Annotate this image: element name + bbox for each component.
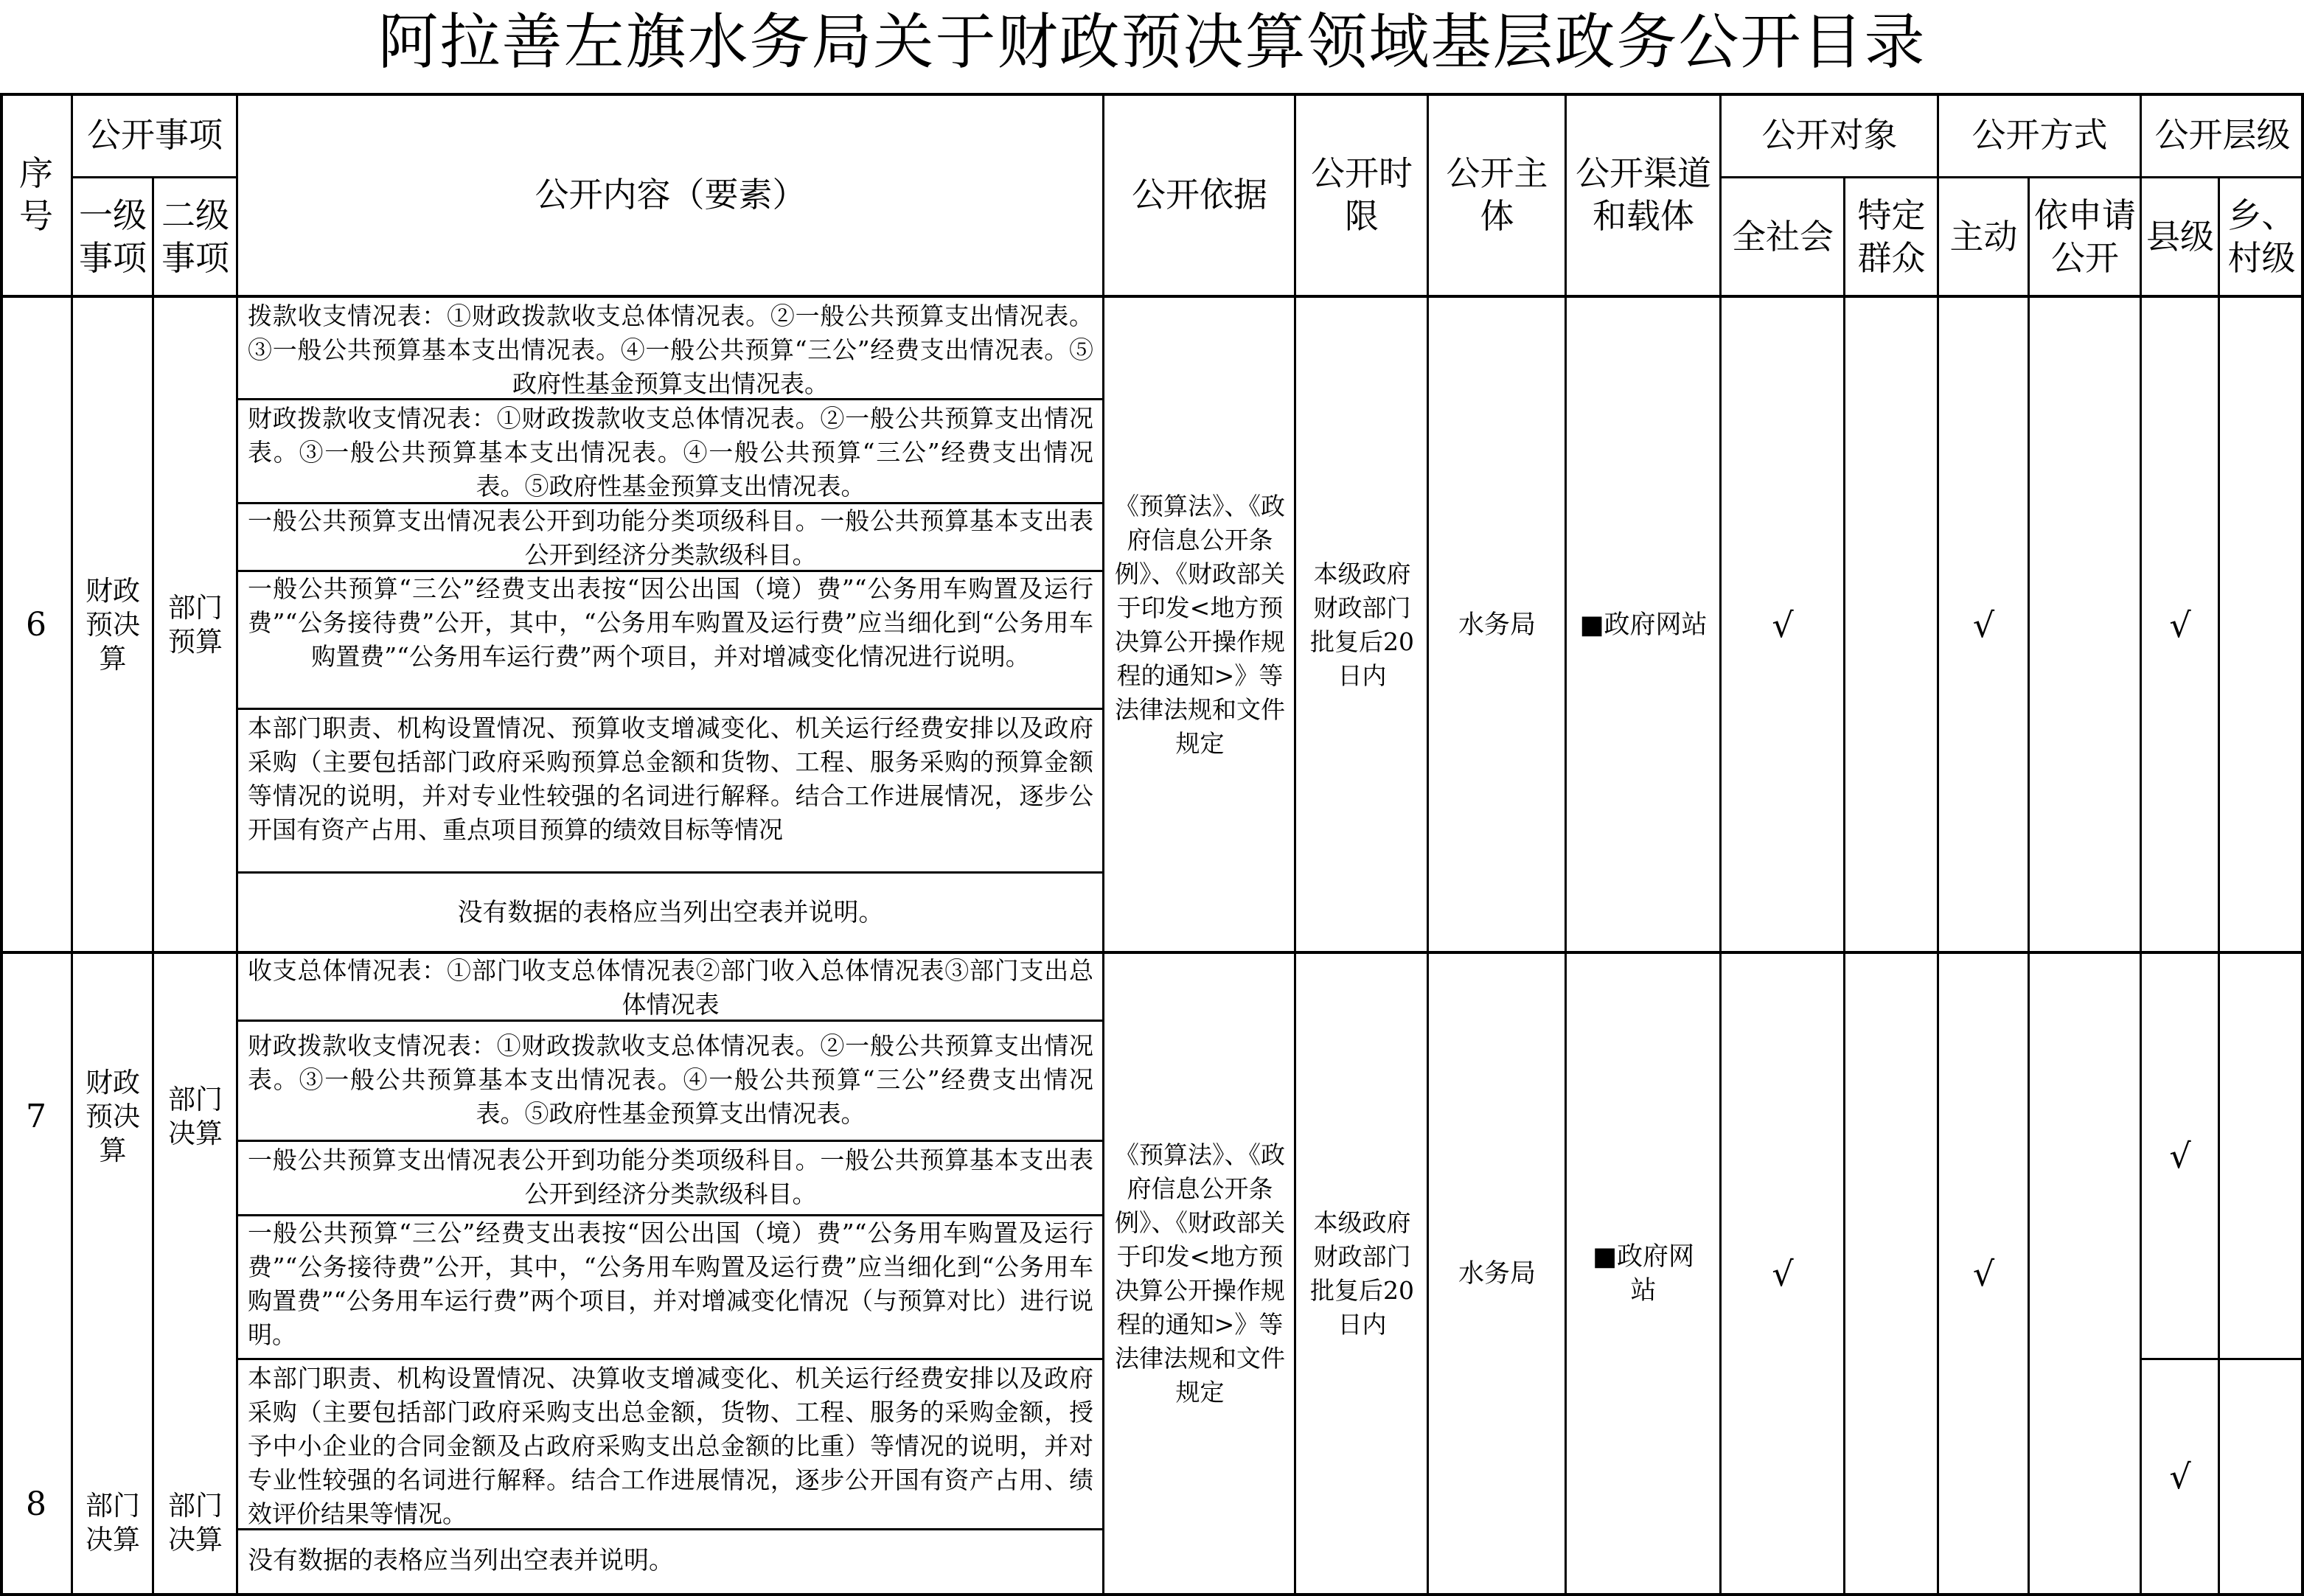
header-level1-item: 一级 事项 bbox=[79, 195, 147, 278]
row-level2: 部门 决算 bbox=[168, 1490, 223, 1555]
row-channel: ■政府网站 bbox=[1579, 610, 1708, 640]
header-level2-item: 二级 事项 bbox=[161, 195, 229, 278]
content-item: 财政拨款收支情况表：①财政拨款收支总体情况表。②一般公共预算支出情况表。③一般公共预算基本支出情况表。④一般公共预算“三公”经费支出情况表。⑤政府性基金预算支出情况表。 bbox=[248, 404, 1093, 501]
row-time-limit: 本级政府财政部门批复后20日内 bbox=[1310, 560, 1414, 690]
check-method-active: √ bbox=[1972, 605, 1995, 645]
row-level2: 部门 预算 bbox=[168, 592, 223, 658]
header-subject: 公开主 体 bbox=[1446, 153, 1548, 236]
header-level-county: 县级 bbox=[2146, 217, 2214, 257]
row-seq: 6 bbox=[26, 606, 46, 644]
check-target-all: √ bbox=[1772, 1253, 1794, 1294]
row-subject: 水务局 bbox=[1458, 610, 1536, 640]
row-seq: 8 bbox=[26, 1485, 46, 1523]
header-target-specific: 特定 群众 bbox=[1857, 195, 1926, 278]
content-item: 一般公共预算支出情况表公开到功能分类项级科目。一般公共预算基本支出表公开到经济分类款级科目。 bbox=[248, 1146, 1093, 1208]
content-item: 一般公共预算“三公”经费支出表按“因公出国（境）费”“公务用车购置及运行费”“公务接待费”公开，其中，“公务用车购置及运行费”应当细化到“公务用车购置费”“公务用车运行费”两个项目，并对增减变化情况（与预算对比）进行说明。 bbox=[248, 1219, 1093, 1349]
header-seq: 序 号 bbox=[19, 153, 53, 236]
check-level-county: √ bbox=[2169, 605, 2191, 645]
row-level1: 部门 决算 bbox=[86, 1490, 140, 1555]
check-method-active: √ bbox=[1972, 1253, 1995, 1294]
row-seq: 7 bbox=[26, 1098, 46, 1135]
header-target-all: 全社会 bbox=[1732, 217, 1834, 257]
header-method-request: 依申请 公开 bbox=[2034, 195, 2136, 278]
header-method-group: 公开方式 bbox=[1971, 115, 2108, 155]
header-level-village: 乡、 村级 bbox=[2227, 195, 2296, 278]
header-method-active: 主动 bbox=[1949, 217, 2018, 257]
header-public-item: 公开事项 bbox=[87, 115, 223, 155]
row-level2: 部门 决算 bbox=[168, 1084, 223, 1149]
row-level1: 财政 预决 算 bbox=[86, 575, 140, 675]
header-time-limit: 公开时 限 bbox=[1311, 153, 1413, 236]
content-item: 没有数据的表格应当列出空表并说明。 bbox=[248, 1546, 674, 1575]
row-channel: ■政府网 站 bbox=[1592, 1241, 1695, 1306]
disclosure-table bbox=[0, 93, 2304, 1596]
content-item: 本部门职责、机构设置情况、预算收支增减变化、机关运行经费安排以及政府采购（主要包括部门政府采购预算总金额和货物、工程、服务采购的预算金额等情况的说明，并对专业性较强的名词进行解释。结合工作进展情况，逐步公开国有资产占用、重点项目预算的绩效目标等情况 bbox=[248, 714, 1093, 844]
row-basis: 《预算法》、《政府信息公开条例》、《财政部关于印发<地方预决算公开操作规程的通知>》等法律法规和文件规定 bbox=[1115, 492, 1285, 758]
page-title: 阿拉善左旗水务局关于财政预决算领域基层政务公开目录 bbox=[377, 7, 1927, 77]
header-channel: 公开渠道 和载体 bbox=[1576, 153, 1711, 236]
check-level-county: √ bbox=[2169, 1136, 2191, 1176]
content-item: 拨款收支情况表：①财政拨款收支总体情况表。②一般公共预算支出情况表。③一般公共预算基本支出情况表。④一般公共预算“三公”经费支出情况表。⑤政府性基金预算支出情况表。 bbox=[248, 302, 1093, 398]
content-item: 本部门职责、机构设置情况、决算收支增减变化、机关运行经费安排以及政府采购（主要包括部门政府采购支出总金额，货物、工程、服务的采购金额，授予中小企业的合同金额及占政府采购支出总金额的比重）等情况的说明，并对专业性较强的名词进行解释。结合工作进展情况，逐步公开国有资产占用、绩效评价结果等情况。 bbox=[248, 1364, 1093, 1528]
header-basis: 公开依据 bbox=[1132, 175, 1267, 215]
header-level-group: 公开层级 bbox=[2154, 115, 2291, 155]
content-item: 一般公共预算支出情况表公开到功能分类项级科目。一般公共预算基本支出表公开到经济分类款级科目。 bbox=[248, 506, 1093, 569]
header-content: 公开内容（要素） bbox=[535, 175, 807, 215]
content-item: 收支总体情况表：①部门收支总体情况表②部门收入总体情况表③部门支出总体情况表 bbox=[248, 956, 1093, 1019]
check-level-county: √ bbox=[2169, 1457, 2191, 1496]
row-time-limit: 本级政府财政部门批复后20日内 bbox=[1310, 1208, 1414, 1339]
row-level1: 财政 预决 算 bbox=[86, 1067, 140, 1166]
check-target-all: √ bbox=[1772, 605, 1794, 645]
row-basis: 《预算法》、《政府信息公开条例》、《财政部关于印发<地方预决算公开操作规程的通知>》等法律法规和文件规定 bbox=[1115, 1140, 1285, 1407]
content-item: 没有数据的表格应当列出空表并说明。 bbox=[457, 897, 884, 927]
content-item: 财政拨款收支情况表：①财政拨款收支总体情况表。②一般公共预算支出情况表。③一般公共预算基本支出情况表。④一般公共预算“三公”经费支出情况表。⑤政府性基金预算支出情况表。 bbox=[248, 1031, 1093, 1128]
header-target-group: 公开对象 bbox=[1761, 115, 1898, 155]
content-item: 一般公共预算“三公”经费支出表按“因公出国（境）费”“公务用车购置及运行费”“公务接待费”公开，其中，“公务用车购置及运行费”应当细化到“公务用车购置费”“公务用车运行费”两个项目，并对增减变化情况进行说明。 bbox=[248, 574, 1093, 671]
row-subject: 水务局 bbox=[1458, 1258, 1536, 1289]
